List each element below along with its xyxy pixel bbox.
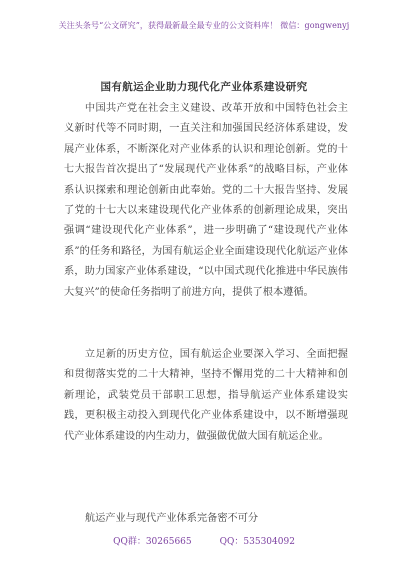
footer-qq-group: QQ群：30265665 (113, 537, 192, 547)
footer-contact (0, 534, 408, 547)
paragraph-2: 立足新的历史方位，国有航运企业要深入学习、全面把握和贯彻落实党的二十大精神，坚持不懈用党的二十大精神和创新理论，武装党员干部职工思想，指导航运产业体系建设实践，更积极主动投入到现代化产业体系建设中，以不断增强现代产业体系建设的内生动力，做强做优做大国有航运企业。 (64, 349, 348, 442)
header-banner: 关注头条号“公文研究”，获得最新最全最专业的公文资料库！ 微信：gongwenyj (58, 21, 350, 30)
document-title: 国有航运企业助力现代化产业体系建设研究 (100, 81, 308, 93)
paragraph-1: 中国共产党在社会主义建设、改革开放和中国特色社会主义新时代等不同时期，一直关注和加强国民经济体系建设，发展产业体系，不断深化对产业体系的认识和理论创新。党的十七大报告首次提出了“发展现代产业体系”的战略目标，产业体系认识探索和理论创新由此奉始。党的二十大报告坚持、发展了党的十七大以来建设现代化产业体系的创新理论成果，突出强调“建设现代化产业体系”，进一步明确了“建设现代产业体系”的任务和路径，为国有航运企业全面建设现代化航运产业体系，助力国家产业体系建设，“以中国式现代化推进中华民族伟大复兴”的使命任务指明了前进方向，提供了根本遵循。 (64, 103, 348, 298)
paragraph-3: 航运产业与现代产业体系完备密不可分 (84, 513, 259, 524)
footer-qq: QQ：535304092 (219, 537, 295, 547)
